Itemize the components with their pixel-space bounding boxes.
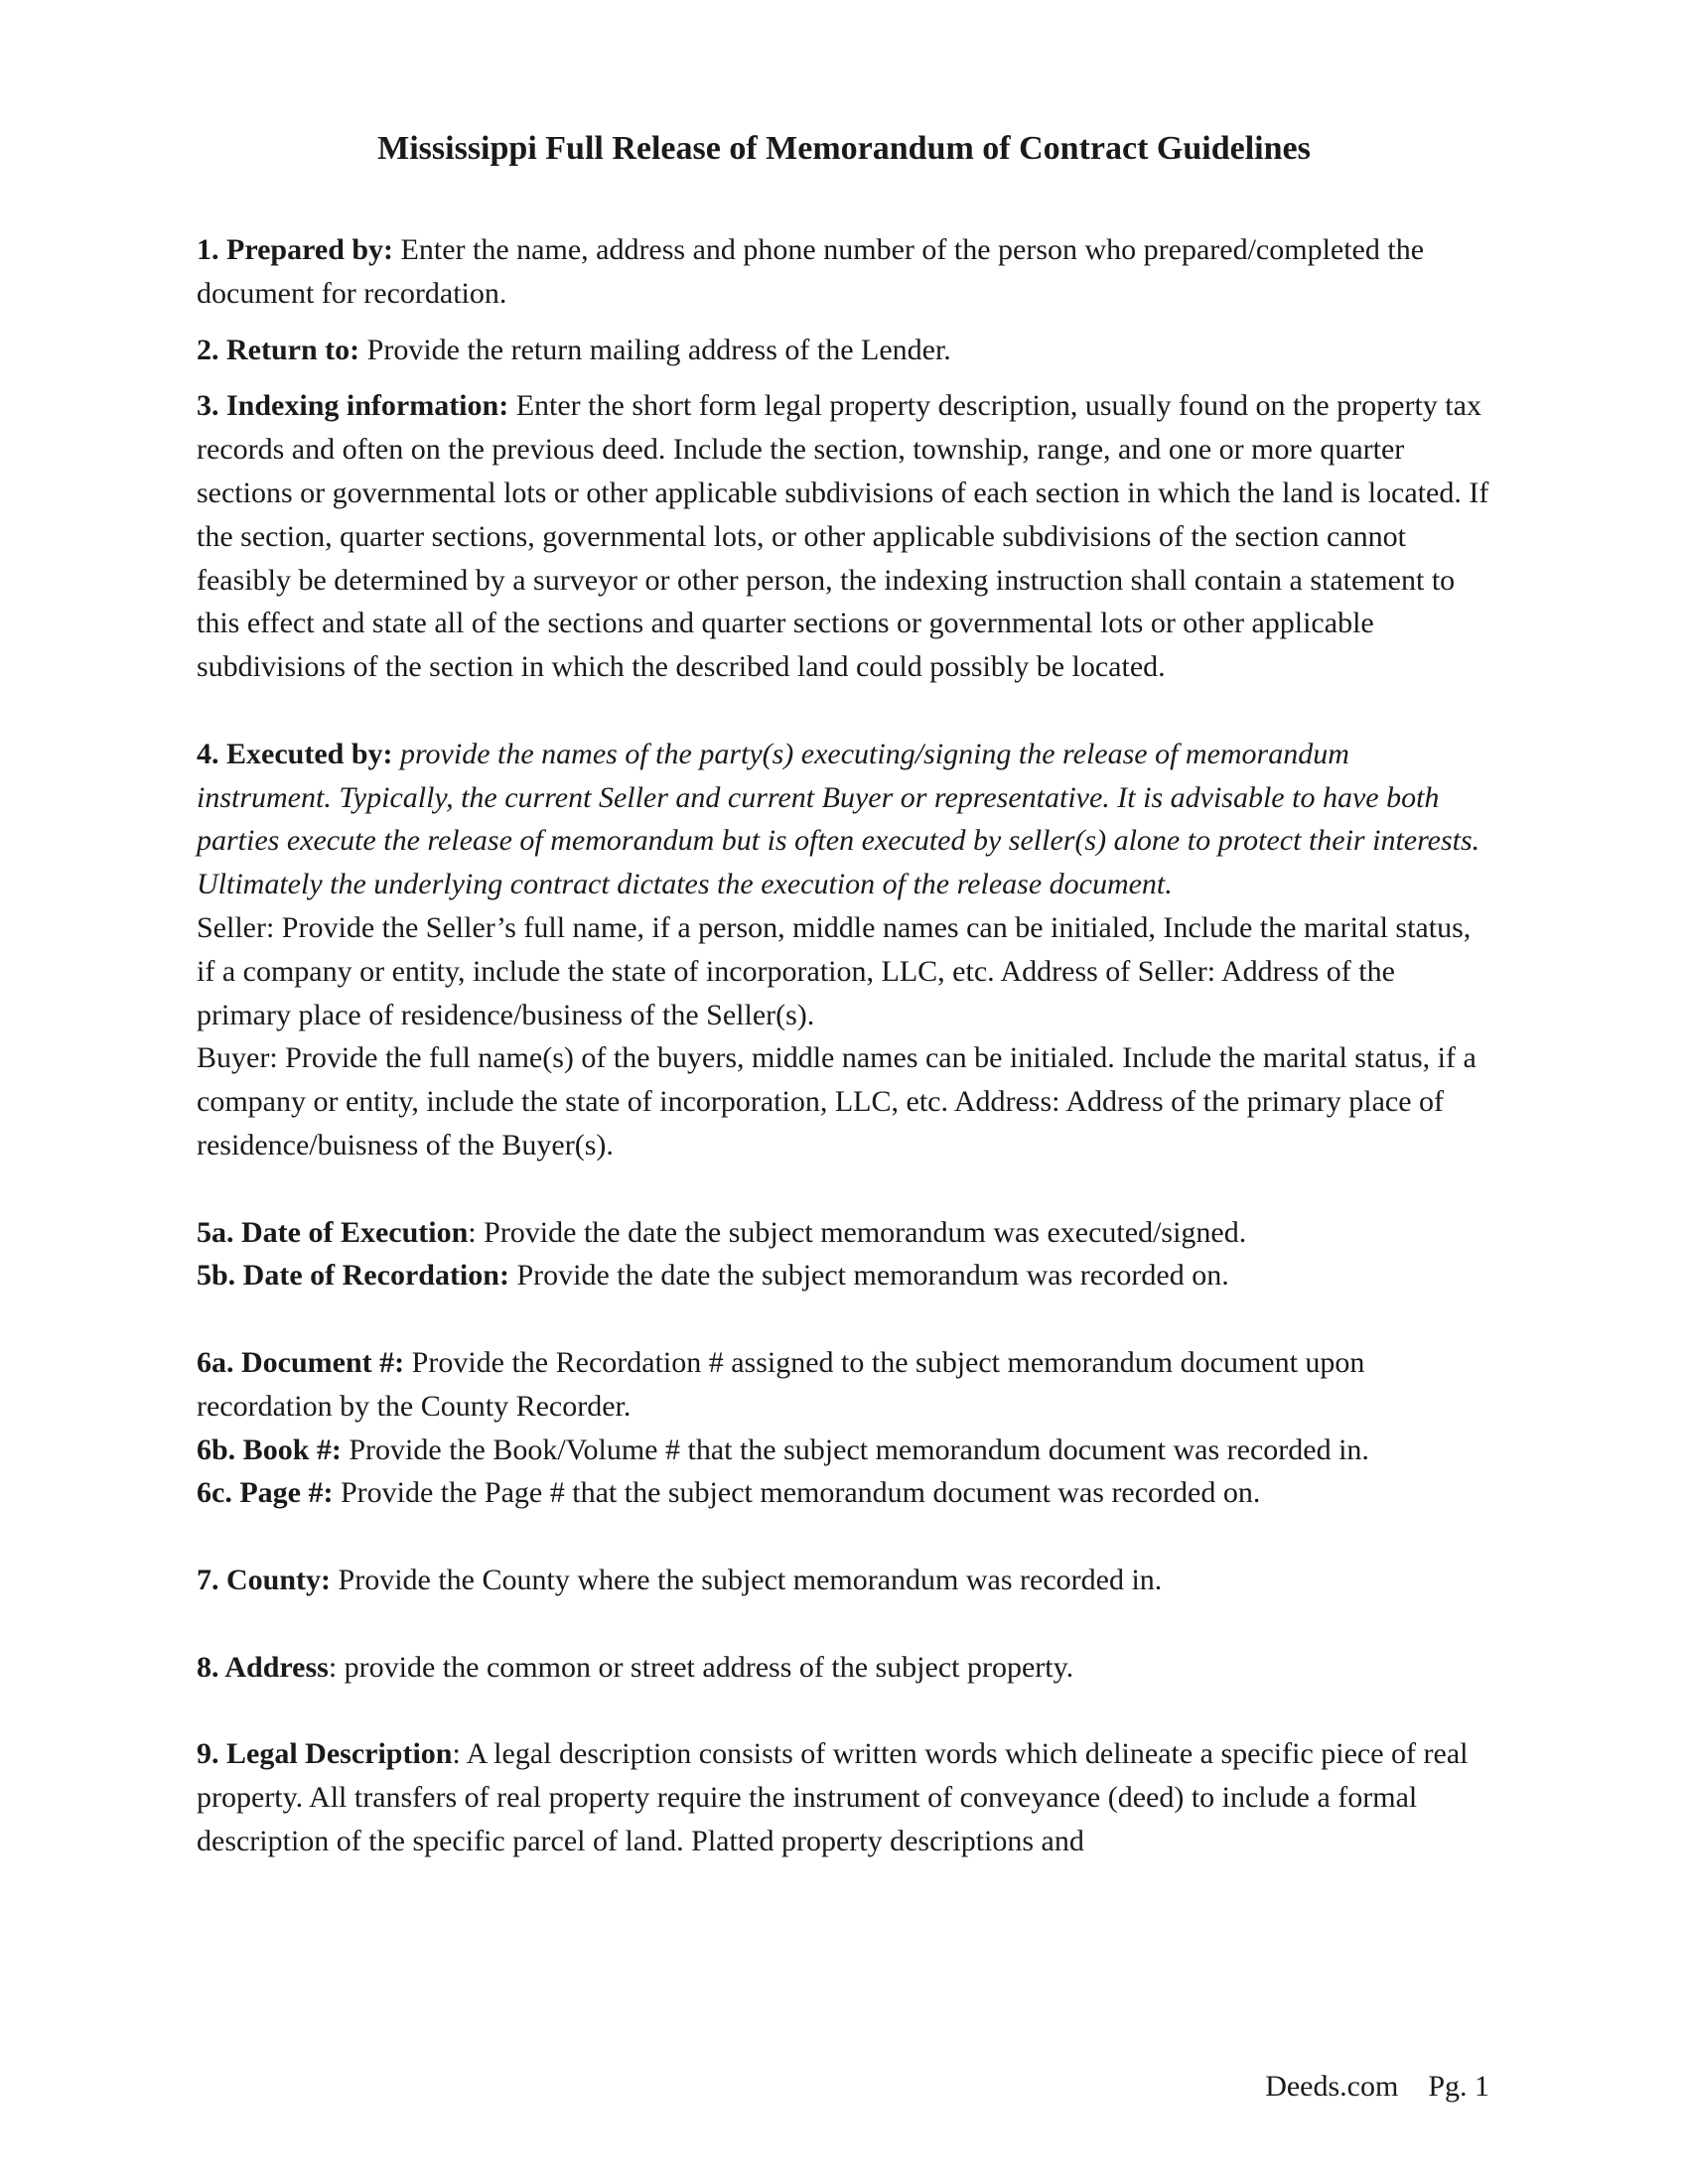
- footer-site: Deeds.com: [1265, 2070, 1399, 2103]
- item-text: Provide the Book/Volume # that the subject memorandum document was recorded in.: [341, 1433, 1369, 1466]
- item-text: Provide the Page # that the subject memorandum document was recorded on.: [333, 1476, 1261, 1510]
- item-book-number: [197, 1429, 1489, 1472]
- item-label: 1. Prepared by:: [197, 233, 394, 266]
- item-label: 9. Legal Description: [197, 1737, 453, 1771]
- item-legal-description: [197, 1732, 1489, 1862]
- item-return-to: [197, 329, 1489, 372]
- item-executed-by: [197, 733, 1489, 906]
- page-footer: [1265, 2067, 1489, 2107]
- item-label: 3. Indexing information:: [197, 389, 509, 423]
- item-text: : A legal description consists of written words which delineate a specific piece of real property. All transfers of real property require the instrument of conveyance (deed) to include a formal description of the specific parcel of land. Platted property descriptions and: [197, 1737, 1469, 1857]
- buyer-instructions: Buyer: Provide the full name(s) of the buyers, middle names can be initialed. Include the marital status, if a company or entity, include the state of incorporation, LLC, etc. Address: Address of the primary place of residence/buisness of the Buyer(s).: [197, 1041, 1477, 1161]
- item-label: 4. Executed by:: [197, 737, 393, 770]
- page-number: Pg. 1: [1428, 2070, 1489, 2103]
- item-text: Enter the short form legal property description, usually found on the property tax records and often on the previous deed. Include the section, township, range, and one or more quarter sections or governmental lots or other applicable subdivisions of each section in which the land is located. If the section, quarter sections, governmental lots, or other applicable subdivisions of the section cannot feasibly be determined by a surveyor or other person, the indexing instruction shall contain a statement to this effect and state all of the sections and quarter sections or governmental lots or other applicable subdivisions of the section in which the described land could possibly be located.: [197, 389, 1489, 684]
- item-text: : Provide the date the subject memorandum was executed/signed.: [468, 1215, 1247, 1249]
- item-text: Provide the County where the subject memorandum was recorded in.: [331, 1563, 1163, 1596]
- item-label: 6a. Document #:: [197, 1345, 405, 1379]
- item-label: 6b. Book #:: [197, 1433, 342, 1466]
- item-prepared-by: [197, 228, 1489, 316]
- item-date-of-recordation: [197, 1254, 1489, 1297]
- item-label: 5a. Date of Execution: [197, 1215, 469, 1249]
- item-date-of-execution: [197, 1211, 1489, 1255]
- item-label: 2. Return to:: [197, 333, 360, 366]
- item-text: Provide the return mailing address of the Lender.: [359, 333, 951, 366]
- item-text: Provide the date the subject memorandum was recorded on.: [508, 1259, 1229, 1293]
- item-label: 8. Address: [197, 1650, 329, 1684]
- item-label: 5b. Date of Recordation:: [197, 1259, 509, 1293]
- item-text: : provide the common or street address of the subject property.: [328, 1650, 1074, 1684]
- item-label: 7. County:: [197, 1563, 332, 1596]
- item-indexing-information: [197, 384, 1489, 689]
- item-text: Enter the name, address and phone number of the person who prepared/completed the document for recordation.: [197, 233, 1425, 310]
- seller-instructions: Seller: Provide the Seller’s full name, if a person, middle names can be initialed, Include the marital status, if a company or entity, include the state of incorporation, LLC, etc. Address of Seller: Address of the primary place of residence/business of the Seller(s).: [197, 910, 1472, 1031]
- guidelines-body: [197, 228, 1489, 1862]
- document-title: Mississippi Full Release of Memorandum of Contract Guidelines: [377, 130, 1311, 167]
- item-address: [197, 1646, 1489, 1690]
- item-county: [197, 1559, 1489, 1602]
- item-label: 6c. Page #:: [197, 1476, 334, 1510]
- item-document-number: [197, 1341, 1489, 1429]
- item-page-number: [197, 1471, 1489, 1515]
- item-text: Provide the Recordation # assigned to the subject memorandum document upon recordation by the County Recorder.: [197, 1345, 1365, 1423]
- item-text: provide the names of the party(s) executing/signing the release of memorandum instrument. Typically, the current Seller and current Buyer or representative. It is advisable to have both parties execute the release of memorandum but is often executed by seller(s) alone to protect their interests. Ultimately the underlying contract dictates the execution of the release document.: [197, 737, 1480, 901]
